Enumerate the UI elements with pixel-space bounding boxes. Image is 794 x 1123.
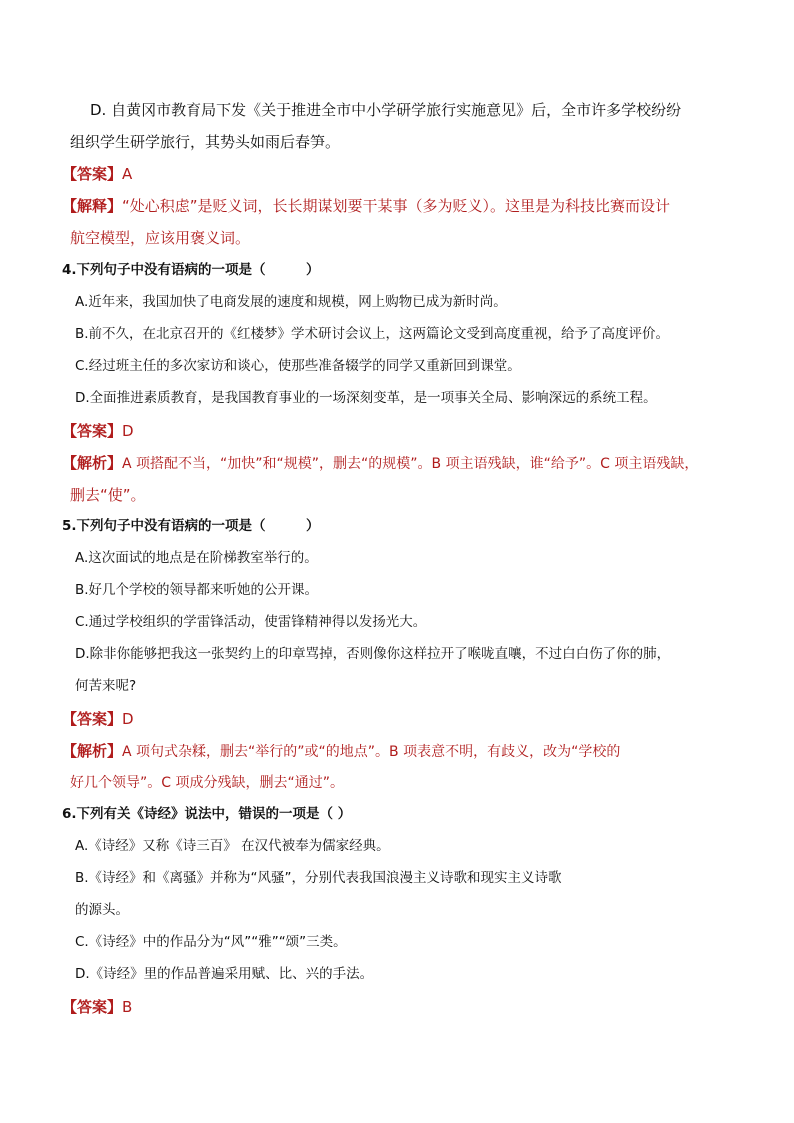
question-6-option-b-line2: 的源头。 [75, 902, 129, 918]
answer-tag: 【答案】 [62, 165, 123, 183]
question-4-explain-line2: 删去“使”。 [70, 486, 146, 504]
explain-tag: 【解析】 [62, 742, 123, 760]
prev-explain-line1 [62, 199, 670, 214]
question-4-answer [62, 424, 134, 439]
question-4-title: 4.下列句子中没有语病的一项是（ ） [62, 262, 320, 278]
answer-tag: 【答案】 [62, 422, 123, 440]
question-6-option-c: C.《诗经》中的作品分为“风”“雅”“颂”三类。 [75, 934, 347, 950]
explain-text: “处心积虑”是贬义词，长长期谋划要干某事（多为贬义）。这里是为科技比赛而设计 [122, 197, 671, 215]
question-5-option-a: A.这次面试的地点是在阶梯教室举行的。 [75, 550, 318, 566]
question-5-answer [62, 712, 134, 727]
question-6-title: 6.下列有关《诗经》说法中，错误的一项是（ ） [62, 806, 352, 822]
explain-text: A 项句式杂糅，删去“举行的”或“的地点”。B 项表意不明，有歧义，改为“学校的 [122, 744, 621, 760]
question-5-option-b: B.好几个学校的领导都来听她的公开课。 [75, 582, 319, 598]
question-4-option-b: B.前不久，在北京召开的《红楼梦》学术研讨会议上，这两篇论文受到高度重视，给予了高度评价。 [75, 326, 670, 342]
answer-value: D [122, 710, 134, 728]
answer-tag: 【答案】 [62, 710, 123, 728]
question-4-option-c: C.经过班主任的多次家访和谈心，使那些准备辍学的同学又重新回到课堂。 [75, 358, 521, 374]
explain-tag: 【解析】 [62, 454, 123, 472]
prev-answer [62, 167, 132, 182]
question-5-option-c: C.通过学校组织的学雷锋活动，使雷锋精神得以发扬光大。 [75, 614, 427, 630]
question-6-option-a: A.《诗经》又称《诗三百》 在汉代被奉为儒家经典。 [75, 838, 390, 854]
question-5-explain-line2: 好几个领导”。C 项成分残缺，删去“通过”。 [70, 775, 344, 791]
question-5-explain-line1 [62, 744, 620, 759]
question-4-option-a: A.近年来，我国加快了电商发展的速度和规模，网上购物已成为新时尚。 [75, 294, 507, 310]
explain-text: A 项搭配不当，“加快”和“规模”，删去“的规模”。B 项主语残缺，谁“给予”。C 项主语残缺， [122, 456, 699, 472]
prev-explain-line2: 航空模型，应该用褒义词。 [70, 229, 251, 247]
explain-tag: 【解释】 [62, 197, 123, 215]
answer-value: D [122, 422, 134, 440]
answer-tag: 【答案】 [62, 998, 123, 1016]
question-5-option-d-line1: D.除非你能够把我这一张契约上的印章骂掉，否则像你这样拉开了喉咙直嚷，不过白白伤了你的肺， [75, 646, 671, 662]
question-5-title: 5.下列句子中没有语病的一项是（ ） [62, 518, 320, 534]
prev-option-d-line1: D. 自黄冈市教育局下发《关于推进全市中小学研学旅行实施意见》后，全市许多学校纷纷 [90, 101, 682, 119]
question-6-option-d: D.《诗经》里的作品普遍采用赋、比、兴的手法。 [75, 966, 374, 982]
answer-value: A [122, 165, 133, 183]
question-6-answer [62, 1000, 132, 1015]
question-5-option-d-line2: 何苦来呢? [75, 678, 137, 694]
prev-option-d-line2: 组织学生研学旅行，其势头如雨后春笋。 [70, 133, 341, 151]
question-4-option-d: D.全面推进素质教育，是我国教育事业的一场深刻变革，是一项事关全局、影响深远的系统工程。 [75, 390, 657, 406]
answer-value: B [122, 998, 133, 1016]
question-4-explain-line1 [62, 456, 698, 471]
question-6-option-b-line1: B.《诗经》和《离骚》并称为“风骚”，分别代表我国浪漫主义诗歌和现实主义诗歌 [75, 870, 562, 886]
